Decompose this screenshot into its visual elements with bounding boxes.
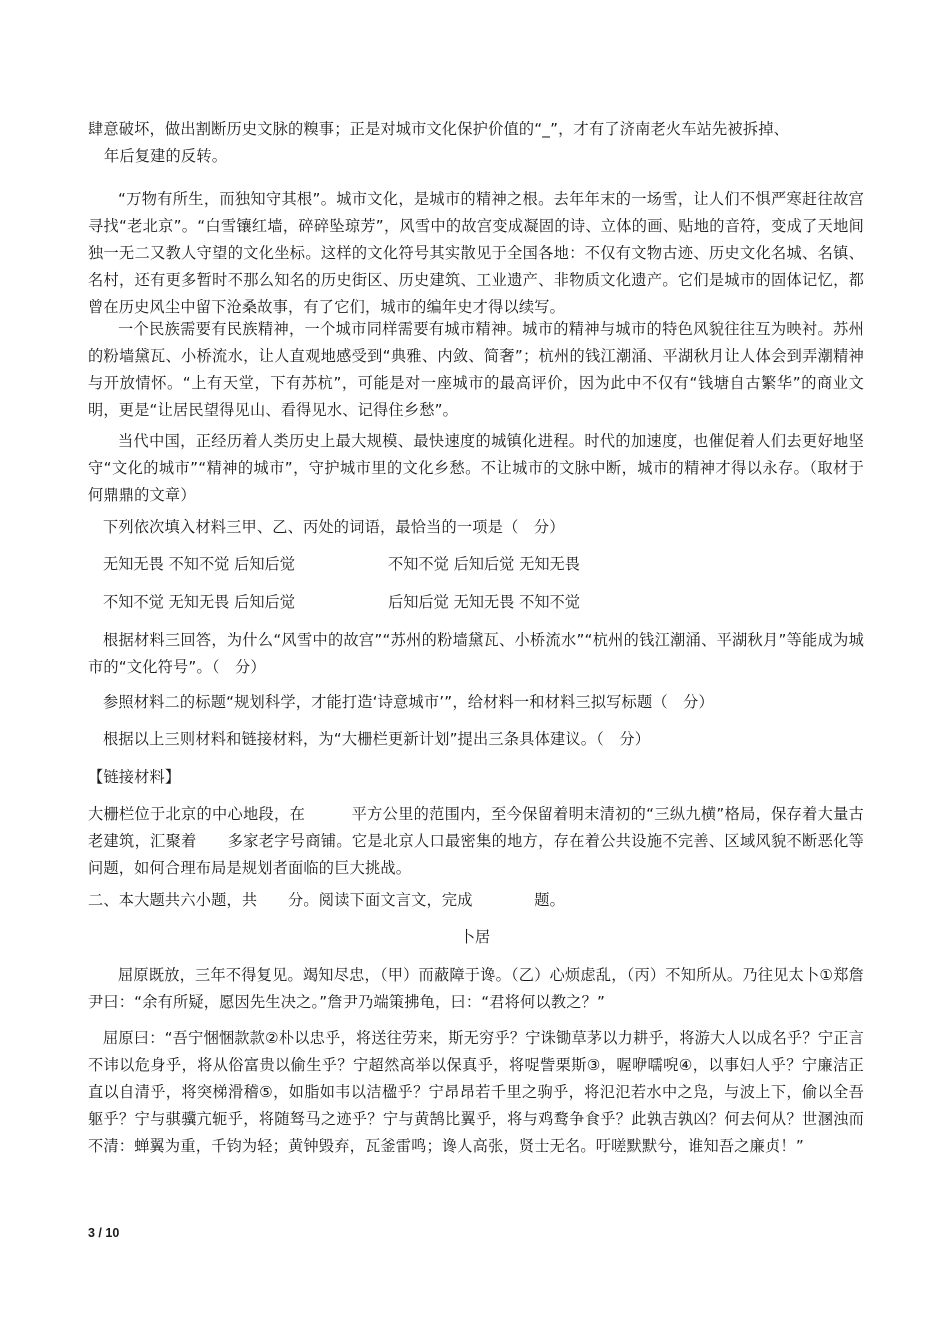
link-heading: 【链接材料】 (88, 768, 181, 786)
page-number: 3 / 10 (88, 1226, 120, 1240)
material-paragraph: “万物有所生，而独知守其根”。城市文化，是城市的精神之根。去年年末的一场雪，让人们不惧严寒赶往故宫寻找“老北京”。“白雪镶红墙，碎碎坠琼芳”，风雪中的故宫变成凝固的诗、立体的画、贴地的音符，变成了天地间独一无二又教人守望的文化坐标。这样的文化符号其实散见于全国各地：不仅有文物古迹、历史文化名城、名镇、名村，还有更多暂时不那么知名的历史街区、历史建筑、工业遗产、非物质文化遗产。它们是城市的固体记忆，都曾在历史风尘中留下沧桑故事，有了它们，城市的编年史才得以续写。 (88, 190, 864, 316)
option-c: 不知不觉 无知无畏 后知后觉 (103, 593, 295, 611)
paragraph-line: 年后复建的反转。 (104, 147, 228, 165)
question-stem: 下列依次填入材料三甲、乙、丙处的词语，最恰当的一项是（ 分） (103, 518, 565, 536)
option-d: 后知后觉 无知无畏 不知不觉 (388, 593, 580, 611)
question-text: 参照材料二的标题“规划科学，才能打造‘诗意城市’”，给材料一和材料三拟写标题（ 分） (103, 693, 714, 711)
paragraph-line: 肆意破坏，做出割断历史文脉的糗事；正是对城市文化保护价值的“_”，才有了济南老火车站先被拆掉、 (88, 120, 789, 138)
classical-title: 卜居 (459, 928, 491, 946)
option-a: 无知无畏 不知不觉 后知后觉 (103, 555, 295, 573)
section-heading: 二、本大题共六小题，共 分。阅读下面文言文，完成 题。 (88, 891, 566, 909)
link-material: 大栅栏位于北京的中心地段，在 平方公里的范围内，至今保留着明末清初的“三纵九横”格局，保存着大量古老建筑，汇聚着 多家老字号商铺。它是北京人口最密集的地方，存在着公共设施不完善、区域风貌不断恶化等问题，如何合理布局是规划者面临的巨大挑战。 (88, 805, 864, 877)
classical-paragraph: 屈原既放，三年不得复见。竭知尽忠，（甲）而蔽障于谗。（乙）心烦虑乱，（丙）不知所从。乃往见太卜①郑詹尹曰：“余有所疑，愿因先生决之。”詹尹乃端策拂龟，曰：“君将何以教之？” (88, 966, 864, 1011)
material-paragraph: 一个民族需要有民族精神，一个城市同样需要有城市精神。城市的精神与城市的特色风貌往往互为映衬。苏州的粉墙黛瓦、小桥流水，让人直观地感受到“典雅、内敛、简奢”；杭州的钱江潮涌、平湖秋月让人体会到弄潮精神与开放情怀。“上有天堂，下有苏杭”，可能是对一座城市的最高评价，因为此中不仅有“钱塘自古繁华”的商业文明，更是“让居民望得见山、看得见水、记得住乡愁”。 (88, 320, 864, 419)
question-text: 根据以上三则材料和链接材料，为“大栅栏更新计划”提出三条具体建议。（ 分） (103, 730, 651, 748)
classical-paragraph: 屈原曰：“吾宁悃悃款款②朴以忠乎，将送往劳来，斯无穷乎？宁诛锄草茅以力耕乎，将游大人以成名乎？宁正言不讳以危身乎，将从俗富贵以偷生乎？宁超然高举以保真乎，将哫訾栗斯③，喔咿嚅唲④，以事妇人乎？宁廉洁正直以自清乎，将突梯滑稽⑤，如脂如韦以洁楹乎？宁昂昂若千里之驹乎，将氾氾若水中之凫，与波上下，偷以全吾躯乎？宁与骐骥亢轭乎，将随驽马之迹乎？宁与黄鹄比翼乎，将与鸡鹜争食乎？此孰吉孰凶？何去何从？世溷浊而不清：蝉翼为重，千钧为轻；黄钟毁弃，瓦釜雷鸣；谗人高张，贤士无名。吁嗟默默兮，谁知吾之廉贞！” (88, 1029, 864, 1155)
question-text: 根据材料三回答，为什么“风雪中的故宫”“苏州的粉墙黛瓦、小桥流水”“杭州的钱江潮涌、平湖秋月”等能成为城市的“文化符号”。（ 分） (88, 631, 864, 676)
option-b: 不知不觉 后知后觉 无知无畏 (388, 555, 580, 573)
material-paragraph: 当代中国，正经历着人类历史上最大规模、最快速度的城镇化进程。时代的加速度，也催促着人们去更好地坚守“文化的城市”“精神的城市”，守护城市里的文化乡愁。不让城市的文脉中断，城市的精神才得以永存。（取材于何鼎鼎的文章） (88, 432, 864, 504)
